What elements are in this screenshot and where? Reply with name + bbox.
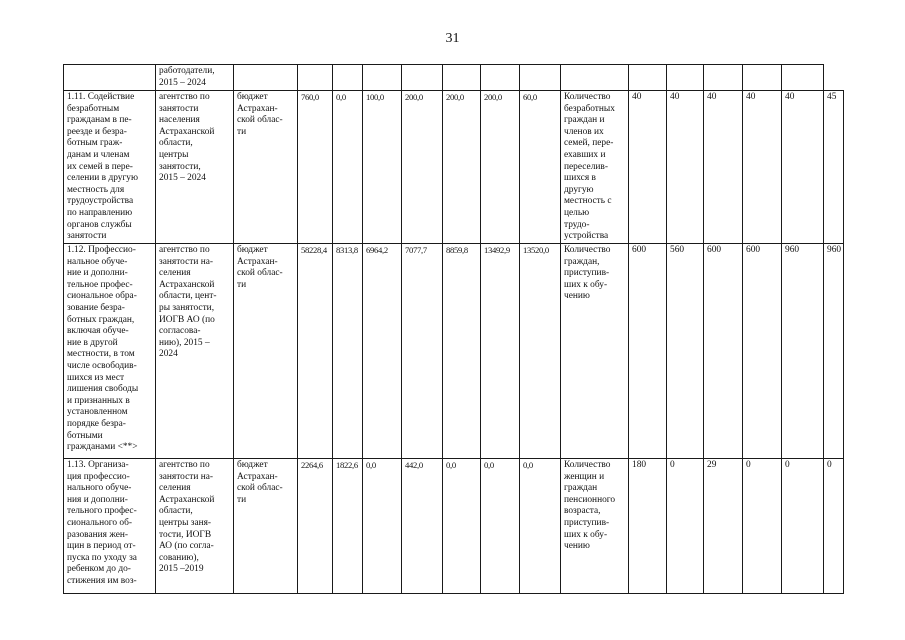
amount-2020-cell [520,65,561,91]
indicator-2018-cell: 600 [743,244,782,459]
activity-name-cell: 1.12. Профессио- нальное обуче- ние и дополни- тельное профес- сиональное обра- зование безра- ботных граждан, включая обуче- ние в другой местности, в том числе освободив- шихся из мест лишения свободы и признанных в установленном порядке безра- ботными гражданами <**> [64,244,156,459]
table-row [64,459,844,594]
amount-2018-cell [443,65,481,91]
funding-source-cell: бюджет Астрахан- ской облас- ти [234,91,298,244]
executor-cell: агентство по занятости на- селения Астраханской области, цент- ры занятости, ИОГВ АО (по согласова- нию), 2015 – 2024 [156,244,234,459]
indicator-2017-cell [704,65,743,91]
indicator-2018-cell [743,65,782,91]
funding-source-cell: бюджет Астрахан- ской облас- ти [234,244,298,459]
executor-cell: агентство по занятости населения Астраханской области, центры занятости, 2015 – 2024 [156,91,234,244]
indicator-2017-cell: 600 [704,244,743,459]
amount-2017-cell: 442,0 [402,459,443,594]
amount-2017-cell [402,65,443,91]
amount-2018-cell: 0,0 [443,459,481,594]
amount-2018-cell: 8859,8 [443,244,481,459]
undefined-cell: 45 [824,91,844,244]
amount-2017-cell: 7077,7 [402,244,443,459]
indicator-2015-cell: 600 [629,244,667,459]
amount-2018-cell: 200,0 [443,91,481,244]
undefined-cell: 0 [824,459,844,594]
amount-2019-cell: 200,0 [481,91,520,244]
indicator-name-cell: Количество безработных граждан и членов их семей, пере- ехавших и переселив- шихся в другую местность с целью трудо- устройства [561,91,629,244]
program-table [63,64,844,594]
amount-2017-cell: 200,0 [402,91,443,244]
indicator-2015-cell: 40 [629,91,667,244]
amount-2016-cell: 0,0 [363,459,402,594]
amount-2016-cell: 100,0 [363,91,402,244]
undefined-cell: 960 [824,244,844,459]
indicator-2019-cell: 0 [782,459,824,594]
executor-cell: агентство по занятости на- селения Астраханской области, центры заня- тости, ИОГВ АО (по согла- сованию), 2015 –2019 [156,459,234,594]
indicator-2019-cell: 960 [782,244,824,459]
amount-2016-cell [363,65,402,91]
table-row [64,91,844,244]
indicator-2019-cell: 40 [782,91,824,244]
indicator-2015-cell: 180 [629,459,667,594]
funding-source-cell: бюджет Астрахан- ской облас- ти [234,459,298,594]
indicator-name-cell: Количество граждан, приступив- ших к обу- чению [561,244,629,459]
amount-2019-cell: 13492,9 [481,244,520,459]
amount-2019-cell: 0,0 [481,459,520,594]
amount-2016-cell: 6964,2 [363,244,402,459]
activity-name-cell: 1.11. Содействие безработным гражданам в пе- реезде и безра- ботным граж- данам и членам их семей в пере- селении в другую местность для трудоустройства по направлению органов службы занятости [64,91,156,244]
amount-2020-cell: 13520,0 [520,244,561,459]
amount-2015-cell [333,65,363,91]
amount-2020-cell: 0,0 [520,459,561,594]
activity-name-cell: 1.13. Организа- ция профессио- нального обуче- ния и дополни- тельного профес- сионального об- разования жен- щин в период от- пуска по уходу за ребенком до до- стижения им воз- [64,459,156,594]
amount-2015-cell: 8313,8 [333,244,363,459]
executor-cell: работодатели, 2015 – 2024 [156,65,234,91]
indicator-2018-cell: 0 [743,459,782,594]
total-amount-cell: 58228,4 [298,244,333,459]
table-row [64,65,844,91]
amount-2015-cell: 0,0 [333,91,363,244]
total-amount-cell: 760,0 [298,91,333,244]
indicator-2016-cell [667,65,704,91]
amount-2015-cell: 1822,6 [333,459,363,594]
indicator-2016-cell: 560 [667,244,704,459]
indicator-2019-cell [782,65,824,91]
indicator-2015-cell [629,65,667,91]
funding-source-cell [234,65,298,91]
amount-2020-cell: 60,0 [520,91,561,244]
amount-2019-cell [481,65,520,91]
indicator-2017-cell: 40 [704,91,743,244]
total-amount-cell [298,65,333,91]
indicator-2018-cell: 40 [743,91,782,244]
activity-name-cell [64,65,156,91]
indicator-2016-cell: 40 [667,91,704,244]
indicator-2017-cell: 29 [704,459,743,594]
indicator-name-cell: Количество женщин и граждан пенсионного возраста, приступив- ших к обу- чению [561,459,629,594]
table-row [64,244,844,459]
indicator-2016-cell: 0 [667,459,704,594]
total-amount-cell: 2264,6 [298,459,333,594]
page-number: 31 [445,31,460,46]
indicator-name-cell [561,65,629,91]
